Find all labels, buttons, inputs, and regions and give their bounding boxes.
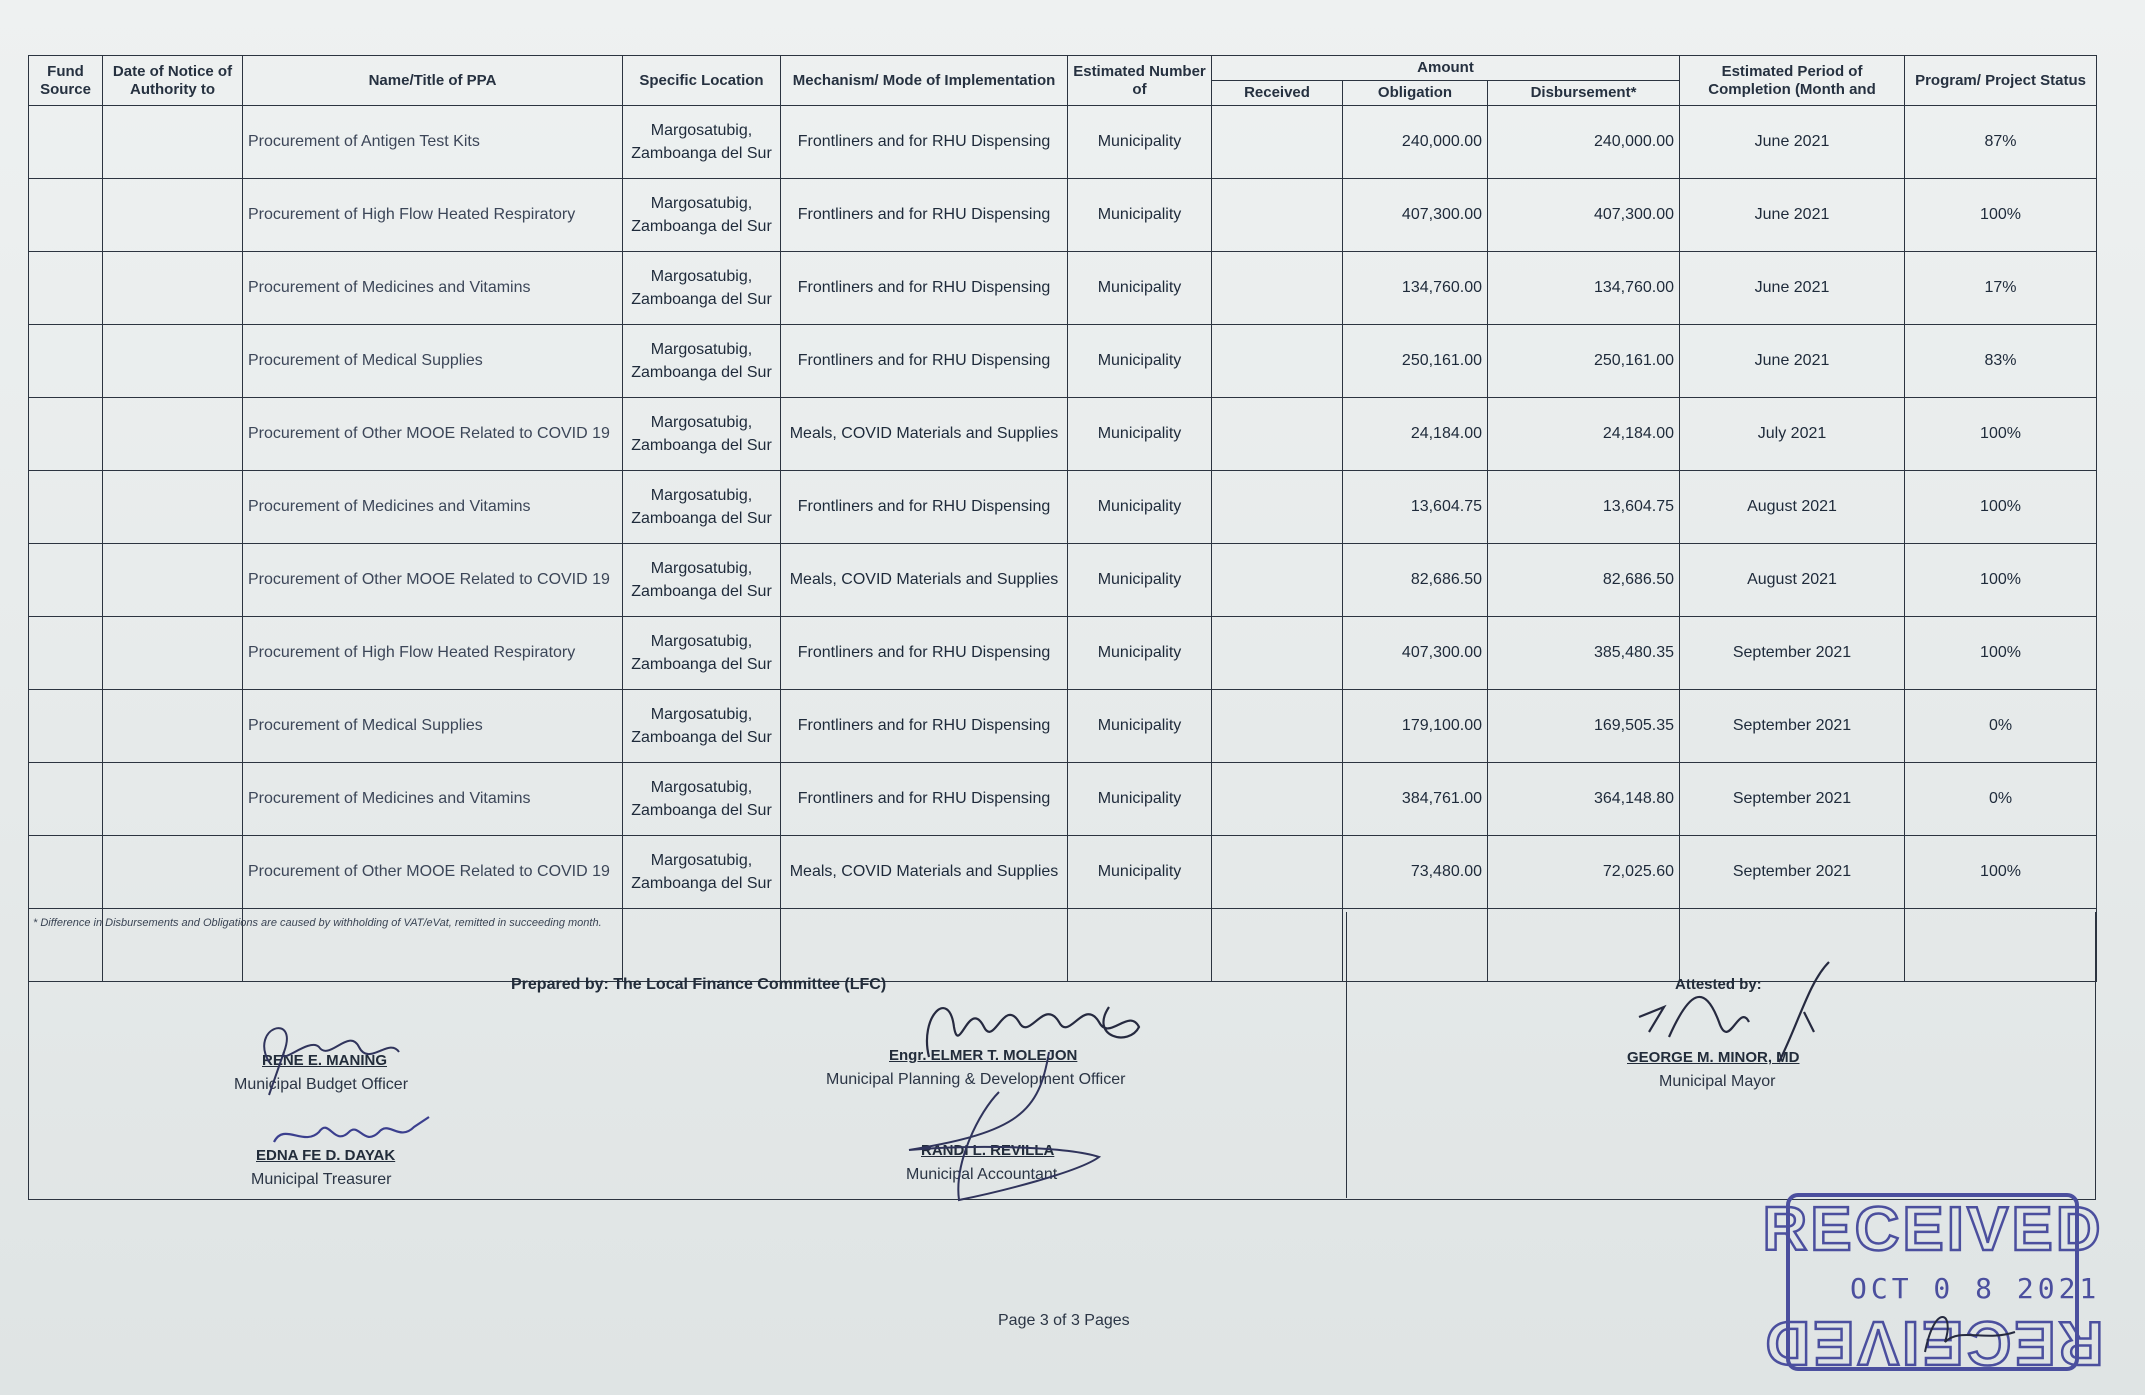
cell-location: Margosatubig, Zamboanga del Sur [623,325,781,398]
cell-estimated: Municipality [1068,398,1212,471]
stamp-date: OCT 0 8 2021 [1850,1272,2101,1305]
cell-received [1212,325,1343,398]
cell-disbursement: 364,148.80 [1488,763,1680,836]
cell-name: Procurement of High Flow Heated Respiratory [243,617,623,690]
cell-received [1212,690,1343,763]
cell-status: 0% [1905,690,2097,763]
table-row [29,398,2097,471]
table-row [29,763,2097,836]
cell-disbursement: 169,505.35 [1488,690,1680,763]
signatory-title: Municipal Mayor [1659,1073,1776,1090]
cell-name: Procurement of Other MOOE Related to COVID 19 [243,544,623,617]
signature-mark [264,1102,444,1162]
cell-fund-source [29,544,103,617]
cell-disbursement: 82,686.50 [1488,544,1680,617]
cell-estimated: Municipality [1068,325,1212,398]
cell-obligation: 407,300.00 [1343,179,1488,252]
cell-location: Margosatubig, Zamboanga del Sur [623,398,781,471]
ppa-table [28,55,2097,982]
cell-obligation: 179,100.00 [1343,690,1488,763]
signature-mark [1629,962,1859,1072]
cell-estimated: Municipality [1068,617,1212,690]
cell-date-notice [103,544,243,617]
cell-location: Margosatubig, Zamboanga del Sur [623,544,781,617]
cell-estimated: Municipality [1068,836,1212,909]
cell-mechanism: Frontliners and for RHU Dispensing [781,617,1068,690]
header-obligation: Obligation [1343,81,1488,106]
cell-date-notice [103,836,243,909]
cell-period: August 2021 [1680,471,1905,544]
cell-mechanism: Frontliners and for RHU Dispensing [781,471,1068,544]
cell-received [1212,617,1343,690]
cell-received [1212,763,1343,836]
table-row [29,252,2097,325]
cell-received [1212,836,1343,909]
cell-fund-source [29,106,103,179]
page-number: Page 3 of 3 Pages [998,1312,1130,1329]
cell-obligation: 134,760.00 [1343,252,1488,325]
header-status: Program/ Project Status [1905,56,2097,106]
header-fund-source: Fund Source [29,56,103,106]
signature-footer [28,912,2096,1200]
cell-mechanism: Frontliners and for RHU Dispensing [781,690,1068,763]
cell-name: Procurement of Medicines and Vitamins [243,471,623,544]
cell-status: 100% [1905,617,2097,690]
table-row [29,617,2097,690]
cell-period: June 2021 [1680,252,1905,325]
cell-status: 0% [1905,763,2097,836]
cell-date-notice [103,252,243,325]
cell-date-notice [103,690,243,763]
cell-status: 100% [1905,544,2097,617]
cell-disbursement: 134,760.00 [1488,252,1680,325]
cell-obligation: 384,761.00 [1343,763,1488,836]
cell-location: Margosatubig, Zamboanga del Sur [623,471,781,544]
cell-date-notice [103,325,243,398]
cell-name: Procurement of Medicines and Vitamins [243,763,623,836]
cell-name: Procurement of Medical Supplies [243,690,623,763]
cell-obligation: 407,300.00 [1343,617,1488,690]
signatory-title: Municipal Planning & Development Officer [826,1071,1126,1088]
footer-divider [1346,912,1347,1198]
cell-period: June 2021 [1680,325,1905,398]
cell-date-notice [103,398,243,471]
cell-disbursement: 385,480.35 [1488,617,1680,690]
cell-location: Margosatubig, Zamboanga del Sur [623,763,781,836]
cell-estimated: Municipality [1068,471,1212,544]
cell-mechanism: Meals, COVID Materials and Supplies [781,836,1068,909]
cell-status: 100% [1905,471,2097,544]
table-row [29,471,2097,544]
table-row [29,106,2097,179]
signatory-name: RANDI L. REVILLA [921,1142,1055,1159]
header-name: Name/Title of PPA [243,56,623,106]
cell-obligation: 82,686.50 [1343,544,1488,617]
table-row [29,179,2097,252]
cell-received [1212,252,1343,325]
cell-date-notice [103,763,243,836]
header-date-notice: Date of Notice of Authority to [103,56,243,106]
cell-fund-source [29,763,103,836]
cell-date-notice [103,617,243,690]
cell-location: Margosatubig, Zamboanga del Sur [623,179,781,252]
table-body [29,106,2097,982]
table-row [29,544,2097,617]
signatory-name: GEORGE M. MINOR, MD [1627,1049,1800,1066]
cell-name: Procurement of Antigen Test Kits [243,106,623,179]
header-location: Specific Location [623,56,781,106]
table-row [29,325,2097,398]
cell-name: Procurement of High Flow Heated Respiratory [243,179,623,252]
attested-by-label: Attested by: [1675,976,1762,993]
cell-date-notice [103,106,243,179]
stamp-word: RECEIVED [1762,1195,2104,1264]
table-row [29,836,2097,909]
cell-name: Procurement of Other MOOE Related to COVID 19 [243,398,623,471]
cell-location: Margosatubig, Zamboanga del Sur [623,617,781,690]
cell-disbursement: 407,300.00 [1488,179,1680,252]
header-period: Estimated Period of Completion (Month and [1680,56,1905,106]
header-amount: Amount [1212,56,1680,81]
signature-mark [899,1052,1119,1202]
header-mechanism: Mechanism/ Mode of Implementation [781,56,1068,106]
cell-fund-source [29,398,103,471]
cell-mechanism: Frontliners and for RHU Dispensing [781,763,1068,836]
cell-received [1212,471,1343,544]
cell-fund-source [29,252,103,325]
cell-location: Margosatubig, Zamboanga del Sur [623,106,781,179]
cell-date-notice [103,179,243,252]
cell-obligation: 24,184.00 [1343,398,1488,471]
cell-period: September 2021 [1680,836,1905,909]
cell-estimated: Municipality [1068,179,1212,252]
cell-received [1212,179,1343,252]
cell-status: 17% [1905,252,2097,325]
cell-received [1212,544,1343,617]
signature-mark [239,1007,429,1097]
cell-status: 83% [1905,325,2097,398]
stamp-word-inverted: RECEIVED [1762,1308,2104,1377]
cell-mechanism: Meals, COVID Materials and Supplies [781,398,1068,471]
cell-location: Margosatubig, Zamboanga del Sur [623,690,781,763]
cell-status: 87% [1905,106,2097,179]
signatory-title: Municipal Budget Officer [234,1076,409,1093]
signatory-name: EDNA FE D. DAYAK [256,1147,396,1164]
cell-status: 100% [1905,836,2097,909]
cell-disbursement: 250,161.00 [1488,325,1680,398]
cell-obligation: 250,161.00 [1343,325,1488,398]
cell-fund-source [29,617,103,690]
header-received: Received [1212,81,1343,106]
signatory-name: Engr. ELMER T. MOLEJON [889,1047,1078,1064]
prepared-by-label: Prepared by: The Local Finance Committee (LFC) [511,976,887,993]
cell-obligation: 73,480.00 [1343,836,1488,909]
footnote: * Difference in Disbursements and Obligations are caused by withholding of VAT/eVat, remitted in succeeding month. [33,917,602,929]
cell-fund-source [29,325,103,398]
cell-period: June 2021 [1680,106,1905,179]
cell-disbursement: 13,604.75 [1488,471,1680,544]
cell-disbursement: 240,000.00 [1488,106,1680,179]
cell-name: Procurement of Other MOOE Related to COVID 19 [243,836,623,909]
cell-estimated: Municipality [1068,252,1212,325]
cell-fund-source [29,471,103,544]
signatory-title: Municipal Treasurer [251,1171,392,1188]
table-row [29,690,2097,763]
cell-estimated: Municipality [1068,106,1212,179]
cell-obligation: 13,604.75 [1343,471,1488,544]
cell-period: July 2021 [1680,398,1905,471]
cell-mechanism: Frontliners and for RHU Dispensing [781,179,1068,252]
cell-received [1212,398,1343,471]
cell-estimated: Municipality [1068,763,1212,836]
table-header-row [29,56,2097,81]
header-disbursement: Disbursement* [1488,81,1680,106]
cell-status: 100% [1905,398,2097,471]
cell-mechanism: Frontliners and for RHU Dispensing [781,106,1068,179]
cell-period: September 2021 [1680,617,1905,690]
cell-date-notice [103,471,243,544]
cell-period: June 2021 [1680,179,1905,252]
cell-received [1212,106,1343,179]
cell-fund-source [29,179,103,252]
cell-fund-source [29,836,103,909]
cell-name: Procurement of Medical Supplies [243,325,623,398]
cell-estimated: Municipality [1068,690,1212,763]
cell-status: 100% [1905,179,2097,252]
cell-location: Margosatubig, Zamboanga del Sur [623,836,781,909]
cell-name: Procurement of Medicines and Vitamins [243,252,623,325]
cell-mechanism: Meals, COVID Materials and Supplies [781,544,1068,617]
cell-estimated: Municipality [1068,544,1212,617]
cell-disbursement: 72,025.60 [1488,836,1680,909]
cell-location: Margosatubig, Zamboanga del Sur [623,252,781,325]
cell-disbursement: 24,184.00 [1488,398,1680,471]
cell-mechanism: Frontliners and for RHU Dispensing [781,325,1068,398]
cell-period: September 2021 [1680,690,1905,763]
cell-fund-source [29,690,103,763]
cell-period: August 2021 [1680,544,1905,617]
signatory-title: Municipal Accountant [906,1166,1058,1183]
header-estimated: Estimated Number of [1068,56,1212,106]
signatory-name: RENE E. MANING [262,1052,388,1069]
cell-mechanism: Frontliners and for RHU Dispensing [781,252,1068,325]
cell-obligation: 240,000.00 [1343,106,1488,179]
cell-period: September 2021 [1680,763,1905,836]
